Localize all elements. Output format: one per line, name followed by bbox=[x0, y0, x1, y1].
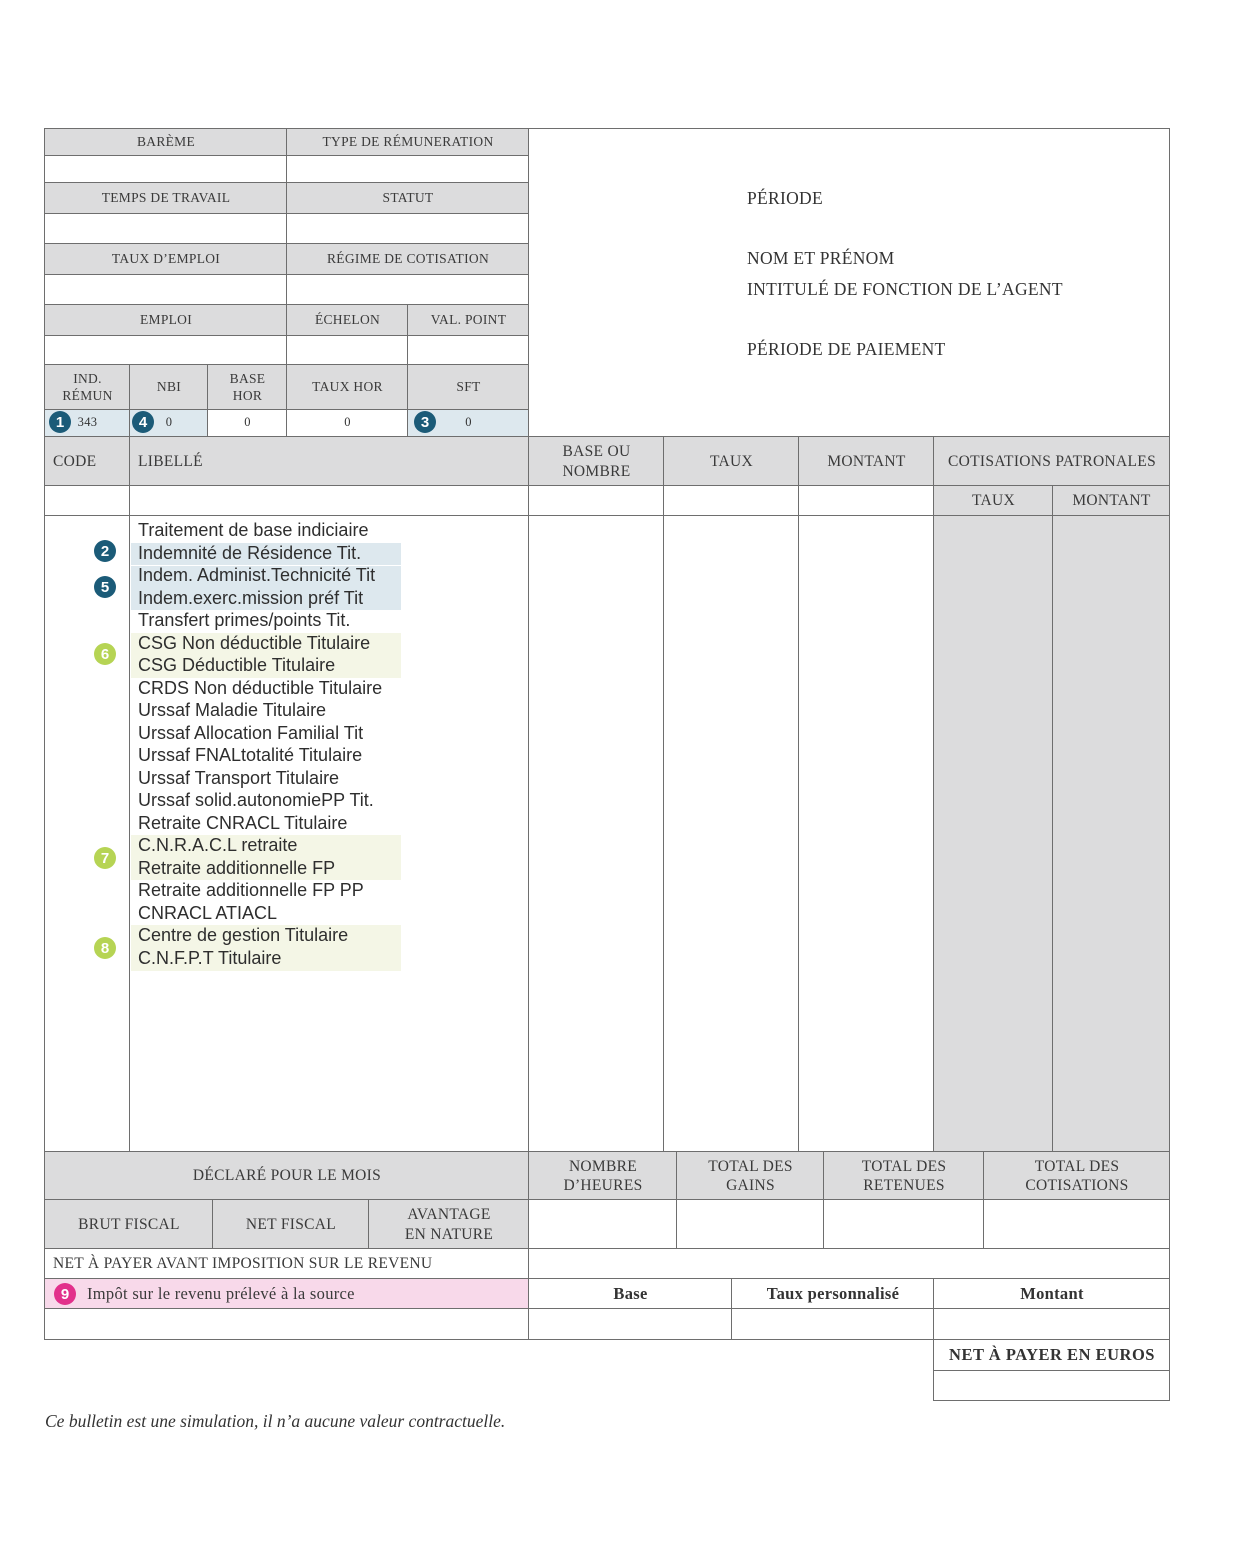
periode-paiement-label: PÉRIODE DE PAIEMENT bbox=[747, 339, 946, 359]
bareme-label: BARÈME bbox=[45, 129, 287, 155]
divider bbox=[933, 1370, 1170, 1371]
taux-header: TAUX bbox=[709, 452, 753, 470]
divider bbox=[823, 1151, 824, 1249]
divider bbox=[44, 335, 529, 336]
divider bbox=[286, 128, 287, 365]
brut-fiscal-label: BRUT FISCAL bbox=[45, 1200, 213, 1249]
list-item: Indem.exerc.mission préf Tit bbox=[138, 587, 364, 608]
total-gains-label: TOTAL DES GAINS bbox=[677, 1152, 824, 1200]
list-item: Retraite additionnelle FP bbox=[138, 857, 336, 878]
divider bbox=[933, 1400, 1170, 1401]
list-item: Transfert primes/points Tit. bbox=[138, 610, 351, 630]
divider bbox=[407, 304, 408, 437]
echelon-label: ÉCHELON bbox=[287, 305, 408, 335]
list-item: Urssaf Transport Titulaire bbox=[138, 767, 340, 788]
list-item: Traitement de base indiciaire bbox=[138, 520, 369, 540]
marker-1: 1 bbox=[49, 411, 71, 433]
cotisations-patronales-header: COTISATIONS PATRONALES bbox=[948, 452, 1156, 470]
divider bbox=[286, 364, 287, 437]
divider bbox=[44, 1278, 1170, 1279]
cp-taux-header: TAUX bbox=[934, 486, 1053, 516]
montant-header: MONTANT bbox=[827, 452, 906, 470]
marker-4: 4 bbox=[132, 411, 154, 433]
divider bbox=[731, 1278, 732, 1340]
marker-2: 2 bbox=[94, 540, 116, 562]
divider bbox=[44, 182, 529, 183]
sft-label: SFT bbox=[408, 365, 529, 410]
taux-perso-label: Taux personnalisé bbox=[766, 1283, 900, 1303]
disclaimer: Ce bulletin est une simulation, il n’a aucune valeur contractuelle. bbox=[45, 1411, 506, 1431]
divider bbox=[1169, 128, 1170, 1401]
fonction-label: INTITULÉ DE FONCTION DE L’AGENT bbox=[747, 279, 1063, 299]
divider bbox=[44, 128, 45, 1340]
avantage-nature-label: AVANTAGE EN NATURE bbox=[369, 1200, 529, 1249]
periode-label: PÉRIODE bbox=[747, 188, 823, 208]
statut-label: STATUT bbox=[287, 183, 529, 213]
list-item: Urssaf solid.autonomiePP Tit. bbox=[138, 790, 374, 810]
divider bbox=[129, 436, 130, 1152]
list-item: CNRACL ATIACL bbox=[138, 902, 278, 923]
list-item: CSG Déductible Titulaire bbox=[138, 655, 336, 675]
base-nombre-header: BASE OU NOMBRE bbox=[562, 443, 631, 480]
marker-7: 7 bbox=[94, 847, 116, 869]
list-item: Urssaf Allocation Familial Tit bbox=[138, 722, 364, 743]
divider bbox=[44, 128, 1170, 129]
marker-8: 8 bbox=[94, 937, 116, 959]
list-item: Retraite CNRACL Titulaire bbox=[138, 812, 348, 833]
libelle-header: LIBELLÉ bbox=[138, 452, 203, 470]
sft-value: 0 bbox=[408, 410, 529, 436]
temps-travail-label: TEMPS DE TRAVAIL bbox=[45, 183, 287, 213]
divider bbox=[368, 1199, 369, 1249]
divider bbox=[983, 1151, 984, 1249]
base-hor-value: 0 bbox=[244, 415, 251, 430]
declare-mois-label: DÉCLARÉ POUR LE MOIS bbox=[45, 1152, 529, 1200]
total-retenues-label: TOTAL DES RETENUES bbox=[824, 1152, 984, 1200]
divider bbox=[44, 155, 529, 156]
divider bbox=[44, 243, 529, 244]
emploi-label: EMPLOI bbox=[45, 305, 287, 335]
base-hor-label: BASE HOR bbox=[208, 365, 287, 410]
list-item: Indemnité de Résidence Tit. bbox=[138, 542, 362, 563]
divider bbox=[528, 128, 529, 1339]
list-item: CRDS Non déductible Titulaire bbox=[138, 677, 383, 698]
montant-label: Montant bbox=[1020, 1283, 1084, 1303]
list-item: C.N.R.A.C.L retraite bbox=[138, 835, 298, 855]
net-fiscal-label: NET FISCAL bbox=[213, 1200, 369, 1249]
divider bbox=[44, 1308, 1170, 1309]
divider bbox=[798, 436, 799, 1152]
divider bbox=[44, 1151, 1170, 1152]
net-euros-label: NET À PAYER EN EUROS bbox=[949, 1344, 1155, 1364]
ind-remun-label: IND. RÉMUN bbox=[45, 365, 130, 410]
nom-prenom-label: NOM ET PRÉNOM bbox=[747, 248, 895, 268]
list-item: Retraite additionnelle FP PP bbox=[138, 880, 364, 900]
divider bbox=[44, 485, 1170, 486]
list-item: Urssaf FNALtotalité Titulaire bbox=[138, 745, 363, 765]
nombre-heures-label: NOMBRE D’HEURES bbox=[529, 1152, 677, 1200]
divider bbox=[44, 304, 529, 305]
divider bbox=[1052, 485, 1053, 1152]
marker-9: 9 bbox=[54, 1283, 76, 1305]
taux-hor-value: 0 bbox=[344, 415, 351, 430]
divider bbox=[212, 1199, 213, 1249]
divider bbox=[44, 515, 1170, 516]
divider bbox=[44, 436, 1170, 437]
divider bbox=[207, 364, 208, 437]
taux-hor-label: TAUX HOR bbox=[287, 365, 408, 410]
divider bbox=[933, 436, 934, 1152]
list-item: CSG Non déductible Titulaire bbox=[138, 632, 371, 653]
divider bbox=[44, 1339, 1170, 1340]
divider bbox=[129, 364, 130, 437]
regime-cotisation-label: RÉGIME DE COTISATION bbox=[287, 244, 529, 274]
cp-montant-header: MONTANT bbox=[1053, 486, 1170, 516]
divider bbox=[44, 274, 529, 275]
type-remuneration-label: TYPE DE RÉMUNERATION bbox=[287, 129, 529, 155]
val-point-label: VAL. POINT bbox=[408, 305, 529, 335]
marker-3: 3 bbox=[414, 411, 436, 433]
divider bbox=[933, 1278, 934, 1401]
marker-6: 6 bbox=[94, 643, 116, 665]
code-header: CODE bbox=[53, 452, 97, 470]
nbi-value: 0 bbox=[130, 410, 208, 436]
divider bbox=[663, 436, 664, 1152]
net-avant-impot-label: NET À PAYER AVANT IMPOSITION SUR LE REVENU bbox=[53, 1255, 433, 1273]
total-cotisations-label: TOTAL DES COTISATIONS bbox=[984, 1152, 1170, 1200]
base-label: Base bbox=[613, 1283, 648, 1303]
impot-source-label: Impôt sur le revenu prélevé à la source bbox=[45, 1279, 529, 1309]
list-item: Indem. Administ.Technicité Tit bbox=[138, 565, 376, 585]
ind-remun-value: 343 bbox=[45, 410, 130, 436]
divider bbox=[44, 213, 529, 214]
nbi-label: NBI bbox=[130, 365, 208, 410]
marker-5: 5 bbox=[94, 576, 116, 598]
list-item: Urssaf Maladie Titulaire bbox=[138, 700, 327, 720]
list-item: Centre de gestion Titulaire bbox=[138, 925, 349, 945]
taux-emploi-label: TAUX D’EMPLOI bbox=[45, 244, 287, 274]
list-item: C.N.F.P.T Titulaire bbox=[138, 947, 282, 968]
divider bbox=[676, 1151, 677, 1249]
